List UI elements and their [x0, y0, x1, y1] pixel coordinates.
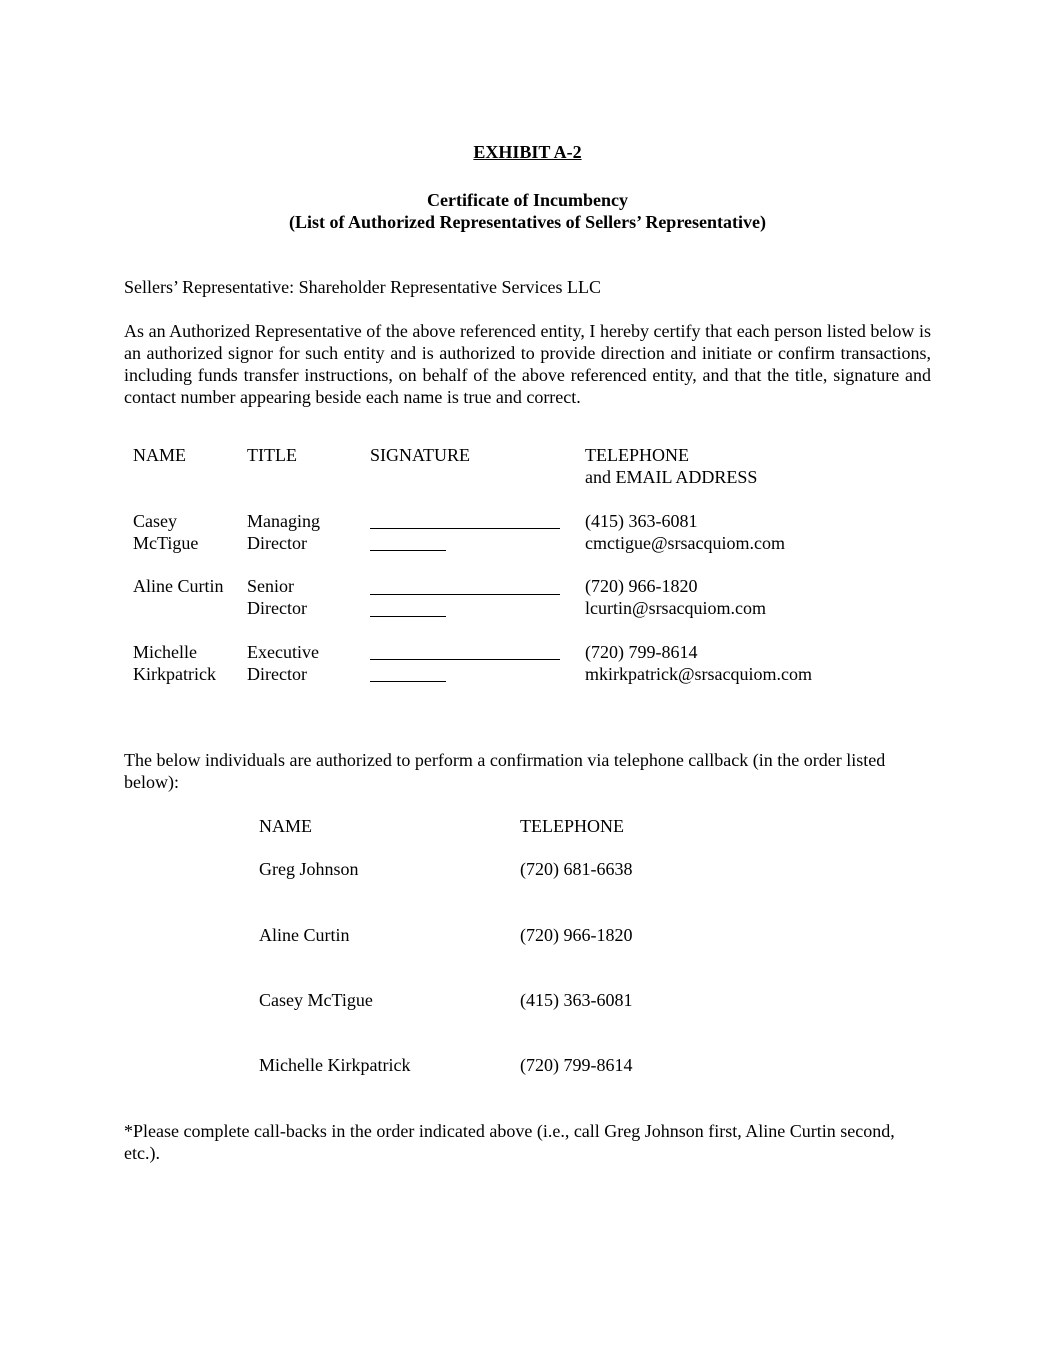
header-signature: SIGNATURE	[370, 445, 471, 465]
signature-line-continued	[370, 550, 446, 551]
rep-phone: (720) 799-8614	[585, 642, 698, 662]
header-name: NAME	[133, 445, 186, 465]
callback-order-footnote: *Please complete call-backs in the order indicated above (i.e., call Greg Johnson first, Aline Curtin second, etc.).	[124, 1121, 895, 1163]
exhibit-title: EXHIBIT A-2	[473, 142, 582, 162]
signature-line-continued	[370, 616, 446, 617]
signature-line	[370, 528, 560, 529]
callback-name: Michelle Kirkpatrick	[259, 1055, 411, 1075]
callback-name: Aline Curtin	[259, 925, 350, 945]
rep-name-line1: Aline Curtin	[133, 576, 224, 596]
sellers-representative-line: Sellers’ Representative: Shareholder Representative Services LLC	[124, 277, 601, 297]
signature-line	[370, 594, 560, 595]
rep-title-line2: Director	[247, 533, 307, 553]
rep-name-line1: Michelle	[133, 642, 197, 662]
callback-phone: (720) 681-6638	[520, 859, 633, 879]
rep-phone: (720) 966-1820	[585, 576, 698, 596]
callback-phone: (720) 799-8614	[520, 1055, 633, 1075]
callback-header-telephone: TELEPHONE	[520, 816, 624, 836]
certificate-subtitle: (List of Authorized Representatives of Sellers’ Representative)	[289, 212, 766, 232]
certification-paragraph: As an Authorized Representative of the above referenced entity, I hereby certify that each person listed below is an authorized signor for such entity and is authorized to provide direction and initiate or confirm transactions, including funds transfer instructions, on behalf of the above referenced entity, and that the title, signature and contact number appearing beside each name is true and correct.	[124, 321, 931, 407]
callback-phone: (720) 966-1820	[520, 925, 633, 945]
header-telephone: TELEPHONE	[585, 445, 689, 465]
rep-title-line1: Senior	[247, 576, 294, 596]
rep-name-line2: McTigue	[133, 533, 199, 553]
signature-line-continued	[370, 681, 446, 682]
rep-name-line1: Casey	[133, 511, 177, 531]
rep-email: cmctigue@srsacquiom.com	[585, 533, 786, 553]
rep-title-line2: Director	[247, 664, 307, 684]
header-title: TITLE	[247, 445, 297, 465]
callback-header-name: NAME	[259, 816, 312, 836]
rep-title-line1: Executive	[247, 642, 319, 662]
signature-line	[370, 659, 560, 660]
callback-name: Casey McTigue	[259, 990, 373, 1010]
rep-phone: (415) 363-6081	[585, 511, 698, 531]
rep-title-line1: Managing	[247, 511, 320, 531]
certificate-title: Certificate of Incumbency	[427, 190, 628, 210]
rep-title-line2: Director	[247, 598, 307, 618]
callback-intro-paragraph: The below individuals are authorized to perform a confirmation via telephone callback (in the order listed below):	[124, 750, 886, 792]
callback-name: Greg Johnson	[259, 859, 359, 879]
rep-email: mkirkpatrick@srsacquiom.com	[585, 664, 813, 684]
rep-email: lcurtin@srsacquiom.com	[585, 598, 767, 618]
header-email: and EMAIL ADDRESS	[585, 467, 758, 487]
callback-phone: (415) 363-6081	[520, 990, 633, 1010]
rep-name-line2: Kirkpatrick	[133, 664, 216, 684]
